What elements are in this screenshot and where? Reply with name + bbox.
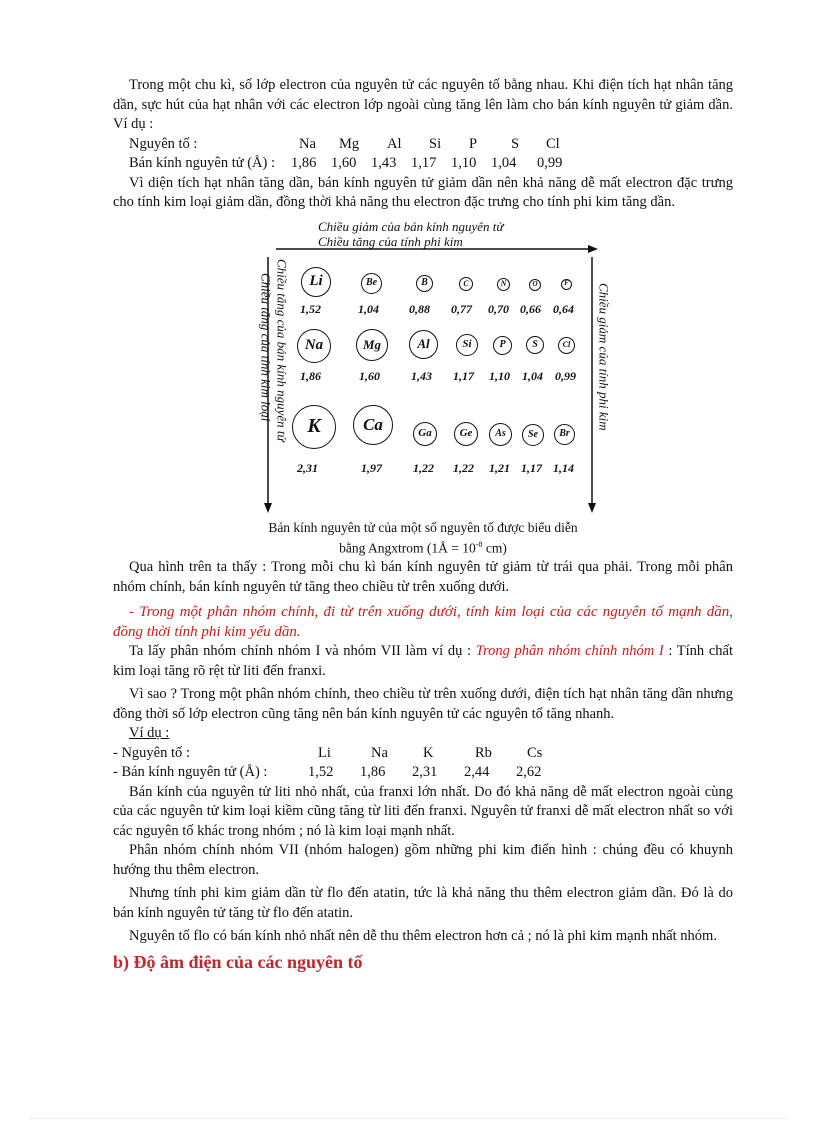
radius-br: 1,14 [553, 460, 574, 475]
figure-caption [113, 519, 733, 557]
example-label-radius: Bán kính nguyên tử (Å) : [129, 155, 275, 171]
example-element: Mg [339, 135, 360, 152]
paragraph-period-intro: Trong một chu kì, số lớp electron của nguyên tử các nguyên tố bằng nhau. Khi điện tích hạt nhân tăng dần, sực hút của hạt nhân với các electron lớp ngoài cùng tăng lên làm cho bán kính nguyên tử giảm dần. Ví dụ : [113, 77, 733, 132]
radius-se: 1,17 [521, 460, 542, 475]
caption-line-2 [113, 536, 733, 557]
example2-radius: 1,52 [308, 764, 334, 780]
example-radii-row [113, 154, 733, 174]
paragraph-metal-trend: Vì diện tích hạt nhân tăng dần, bán kính nguyên tử giảm dần nên khả năng dễ mất electron đặc trưng cho tính kim loại giảm dần, đồng thời khả năng thu electron đặc trưng cho tính phi kim tăng dần. [113, 174, 733, 210]
group-example-intro: Ta lấy phân nhóm chính nhóm I và nhóm VII làm ví dụ : [129, 643, 476, 659]
caption-text: bằng Angxtrom (1Å = 10 [339, 540, 476, 555]
paragraph-fluorine: Nguyên tố flo có bán kính nhỏ nhất nên dễ thu thêm electron hơn cả ; nó là phi kim mạnh nhất nhóm. [129, 928, 717, 944]
radius-f: 0,64 [553, 301, 574, 316]
figure-top-label-nonmetal: Chiều tăng của tính phi kim [318, 233, 463, 249]
example-radius: 1,10 [451, 155, 477, 171]
paragraph-why: Vì sao ? Trong một phân nhóm chính, theo chiều từ trên xuống dưới, điện tích hạt nhân tăng dần nhưng đồng thời số lớp electron cũng tăng nên bán kính nguyên tử các nguyên tố tăng nhanh. [113, 686, 733, 722]
example2-element: Rb [475, 744, 492, 761]
figure-right-label-nonmetal: Chiều giảm của tính phi kim [596, 282, 612, 431]
atom-na: Na [297, 329, 331, 363]
example-heading-text: Ví dụ : [129, 725, 170, 741]
group-example-rest: : Tính chất kim loại tăng rõ rệt từ liti đến franxi. [113, 643, 733, 679]
group-example-highlight: Trong phân nhóm chính nhóm I [475, 643, 664, 659]
atom-as: As [489, 423, 512, 446]
atom-o: O [529, 279, 541, 291]
radius-o: 0,66 [520, 301, 541, 316]
atom-li: Li [301, 267, 331, 297]
example-radius: 1,60 [331, 155, 357, 171]
atom-al: Al [409, 330, 438, 359]
radius-as: 1,21 [489, 460, 510, 475]
radius-ge: 1,22 [453, 460, 474, 475]
atom-f: F [561, 279, 572, 290]
radius-p: 1,10 [489, 368, 510, 383]
example-element: S [511, 135, 520, 152]
radius-s: 1,04 [522, 368, 543, 383]
example2-radius: 2,31 [412, 764, 438, 780]
atom-cl: Cl [558, 337, 575, 354]
example-radius: 1,04 [491, 155, 517, 171]
atom-b: B [416, 275, 433, 292]
example-element: P [469, 135, 478, 152]
atom-p: P [493, 336, 512, 355]
example2-element: K [423, 744, 434, 761]
example-label-element: Nguyên tố : [129, 135, 198, 152]
paragraph-halogen: Phân nhóm chính nhóm VII (nhóm halogen) gồm những phi kim điển hình : chúng đều có khuynh hướng thu thêm electron. [113, 842, 733, 878]
atom-ga: Ga [413, 422, 437, 446]
paragraph-group-example [113, 642, 733, 681]
example2-element: Na [371, 744, 388, 761]
example-radius: 1,43 [371, 155, 397, 171]
atom-se: Se [522, 424, 544, 446]
atom-ge: Ge [454, 422, 478, 446]
paragraph-lithium-francium: Bán kính của nguyên tử liti nhỏ nhất, của franxi lớn nhất. Do đó khả năng dễ mất electron ngoài cùng của các nguyên tử kim loại kiềm cũng tăng từ liti đến franxi. Nguyên tử franxi dễ mất electron nhất so với các nguyên tố khác trong nhóm ; nó là kim loại mạnh nhất. [113, 783, 733, 839]
example2-label-radius: - Bán kính nguyên tử (Å) : [113, 764, 268, 780]
example-element: Al [387, 135, 402, 152]
atom-mg: Mg [356, 329, 388, 361]
example-element: Si [429, 135, 442, 152]
atom-k: K [292, 405, 336, 449]
atom-si: Si [456, 334, 478, 356]
example2-radius: 2,62 [516, 764, 542, 780]
example2-elements-row [113, 744, 733, 764]
example2-radius: 2,44 [464, 764, 490, 780]
example2-radius: 1,86 [360, 764, 386, 780]
example-radius: 0,99 [537, 155, 563, 171]
radius-li: 1,52 [300, 301, 321, 316]
figure-left-label-metal: Chiều tăng của tính kim loại [258, 272, 274, 421]
figure-left-label-radius: Chiều tăng của bán kính nguyên tử [274, 258, 290, 442]
radius-k: 2,31 [297, 460, 318, 475]
radius-ca: 1,97 [361, 460, 382, 475]
radius-na: 1,86 [300, 368, 321, 383]
example2-label-element: - Nguyên tố : [113, 744, 190, 761]
example-elements-row [113, 135, 733, 155]
page-bottom-rule [30, 1118, 786, 1119]
document-body [113, 76, 733, 972]
radius-be: 1,04 [358, 301, 379, 316]
example-radius: 1,17 [411, 155, 437, 171]
radius-mg: 1,60 [359, 368, 380, 383]
radius-n: 0,70 [488, 301, 509, 316]
radius-al: 1,43 [411, 368, 432, 383]
radius-cl: 0,99 [555, 368, 576, 383]
atom-be: Be [361, 273, 382, 294]
paragraph-group-rule: - Trong một phân nhóm chính, đi từ trên xuống dưới, tính kim loại của các nguyên tố mạnh dần, đồng thời tính phi kim yếu dần. [113, 604, 733, 640]
atom-br: Br [554, 424, 575, 445]
figure-top-label-radius: Chiều giảm của bán kính nguyên tử [318, 218, 504, 234]
caption-line-1: Bán kính nguyên tử của một số nguyên tố được biểu diễn [268, 519, 578, 535]
radius-ga: 1,22 [413, 460, 434, 475]
example-element: Cl [546, 135, 560, 152]
caption-unit: cm) [482, 540, 507, 555]
example-radius: 1,86 [291, 155, 317, 171]
atomic-radius-figure [256, 217, 616, 517]
caption-exponent: -8 [475, 539, 483, 549]
example2-element: Li [318, 744, 331, 761]
paragraph-figure-conclusion: Qua hình trên ta thấy : Trong mỗi chu kì bán kính nguyên tử giảm từ trái qua phải. Trong mỗi phân nhóm chính, bán kính nguyên tử tăng theo chiều từ trên xuống dưới. [113, 559, 733, 595]
radius-si: 1,17 [453, 368, 474, 383]
example2-element: Cs [527, 744, 543, 761]
paragraph-nonmetal-decrease: Nhưng tính phi kim giảm dần từ flo đến atatin, tức là khả năng thu thêm electron giảm dần. Đó là do bán kính nguyên tử tăng từ flo đến atatin. [113, 885, 733, 921]
atom-s: S [526, 336, 544, 354]
atom-n: N [497, 278, 510, 291]
atom-ca: Ca [353, 405, 393, 445]
example-heading [113, 724, 733, 744]
example2-radii-row [113, 763, 733, 783]
radius-c: 0,77 [451, 301, 472, 316]
radius-b: 0,88 [409, 301, 430, 316]
example-element: Na [299, 135, 316, 152]
atom-c: C [459, 277, 473, 291]
section-heading: b) Độ âm điện của các nguyên tố [113, 951, 363, 972]
